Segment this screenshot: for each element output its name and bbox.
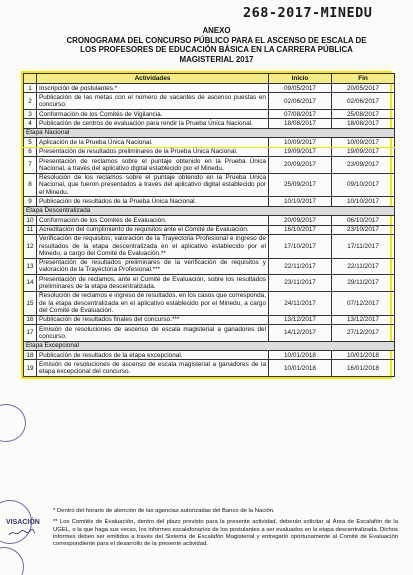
row-end-date: 17/11/2017 (332, 234, 395, 258)
row-start-date: 10/09/2017 (269, 138, 332, 147)
row-start-date: 10/10/2017 (269, 197, 332, 206)
row-number: 12 (24, 234, 37, 258)
row-number: 1 (24, 84, 37, 93)
row-end-date: 20/05/2017 (332, 84, 395, 93)
row-start-date: 02/06/2017 (269, 93, 332, 110)
resolution-code: 268-2017-MINEDU (243, 5, 373, 21)
table-row (24, 156, 395, 173)
footnotes (53, 508, 398, 552)
table-row (24, 258, 395, 275)
section-row (24, 341, 395, 350)
row-activity: Presentación de resultados preliminares de la Prueba Única Nacional. (37, 147, 269, 156)
table-row (24, 275, 395, 292)
annex-label: ANEXO (202, 26, 231, 35)
official-seal-bottom (0, 547, 24, 575)
row-activity: Presentación de reclamos, ante el Comité de Evaluación, sobre los resultados preliminares de la etapa descentralizada. (37, 275, 269, 292)
table-row (24, 147, 395, 156)
row-number: 4 (24, 119, 37, 128)
row-end-date: 23/10/2017 (332, 225, 395, 234)
row-number: 9 (24, 197, 37, 206)
section-row (24, 206, 395, 215)
table-row (24, 173, 395, 197)
table-row (24, 315, 395, 324)
row-activity: Emisión de resoluciones de ascenso de escala magisterial a ganadores del concurso. (37, 325, 269, 342)
signature-scribble (8, 528, 36, 538)
row-end-date: 27/12/2017 (332, 325, 395, 342)
row-end-date: 16/01/2018 (332, 360, 395, 377)
row-activity: Presentación de resultados preliminares de la verificación de requisitos y valoración de la Trayectoria Profesional.*** (37, 258, 269, 275)
row-end-date: 07/12/2017 (332, 291, 395, 315)
title-line-1: CRONOGRAMA DEL CONCURSO PÚBLICO PARA EL ASCENSO DE ESCALA DE (66, 35, 367, 45)
header-end: Fin (332, 74, 395, 84)
row-end-date: 10/01/2018 (332, 351, 395, 360)
row-number: 14 (24, 275, 37, 292)
row-activity: Aplicación de la Prueba Única Nacional. (37, 138, 269, 147)
table-row (24, 234, 395, 258)
row-start-date: 25/09/2017 (269, 173, 332, 197)
section-title: Etapa Descentralizada (24, 206, 395, 215)
title-line-3: MAGISTERIAL 2017 (179, 54, 254, 64)
table-row (24, 216, 395, 225)
table-header-row (24, 74, 395, 84)
schedule-table (23, 73, 395, 377)
row-activity: Publicación de resultados de la etapa excepcional. (37, 351, 269, 360)
row-start-date: 14/12/2017 (269, 325, 332, 342)
row-start-date: 10/01/2018 (269, 360, 332, 377)
header-activities: Actividades (37, 74, 269, 84)
row-end-date: 18/08/2017 (332, 119, 395, 128)
row-number: 10 (24, 216, 37, 225)
footnote-1: * Dentro del horario de atención de las agencias autorizadas del Banco de la Nación. (53, 508, 275, 514)
row-activity: Publicación de resultados finales del concurso.*** (37, 315, 269, 324)
row-start-date: 20/09/2017 (269, 156, 332, 173)
footnote-2: ** Los Comités de Evaluación, dentro del plazo previsto para la presente actividad, deberán solicitar al Área de Escalafón de la UGEL, o la que haga sus veces, los informes escalafonarios de los postulantes a ser evaluados en la etapa descentralizada. Dichos informes deben ser emitidos a través del Sistema de Escalafón Magisterial y entregarlo oportunamente al Comité de Evaluación correspondiente para el desarrollo de la presente actividad. (53, 519, 398, 548)
row-activity: Presentación de reclamos sobre el puntaje obtenido en la Prueba Única Nacional, a través del aplicativo digital establecido por el Minedu. (37, 156, 269, 173)
row-number: 7 (24, 156, 37, 173)
row-activity: Publicación de centros de evaluación para rendir la Prueba Única Nacional. (37, 119, 269, 128)
header-start: Inicio (269, 74, 332, 84)
row-end-date: 13/12/2017 (332, 315, 395, 324)
row-number: 19 (24, 360, 37, 377)
row-number: 13 (24, 258, 37, 275)
section-title: Etapa Excepcional (24, 341, 395, 350)
schedule-table-wrapper (21, 71, 392, 379)
row-end-date: 10/10/2017 (332, 197, 395, 206)
row-number: 17 (24, 325, 37, 342)
row-number: 11 (24, 225, 37, 234)
row-number: 5 (24, 138, 37, 147)
row-number: 8 (24, 173, 37, 197)
table-row (24, 119, 395, 128)
table-row (24, 197, 395, 206)
title-line-2: LOS PROFESORES DE EDUCACIÓN BÁSICA EN LA CARRERA PÚBLICA (80, 45, 353, 55)
table-row (24, 93, 395, 110)
row-number: 18 (24, 351, 37, 360)
row-end-date: 22/11/2017 (332, 258, 395, 275)
row-end-date: 10/09/2017 (332, 138, 395, 147)
row-number: 3 (24, 109, 37, 118)
row-start-date: 17/10/2017 (269, 234, 332, 258)
row-start-date: 09/05/2017 (269, 84, 332, 93)
row-activity: Publicación de resultados de la Prueba Única Nacional. (37, 197, 269, 206)
row-end-date: 29/11/2017 (332, 275, 395, 292)
row-end-date: 19/09/2017 (332, 147, 395, 156)
row-activity: Emisión de resoluciones de ascenso de escala magisterial a ganadores de la etapa excepcional del concurso. (37, 360, 269, 377)
section-row (24, 128, 395, 137)
row-start-date: 20/09/2017 (269, 216, 332, 225)
row-number: 2 (24, 93, 37, 110)
row-end-date: 25/08/2017 (332, 109, 395, 118)
row-end-date: 02/06/2017 (332, 93, 395, 110)
header-number (24, 74, 37, 84)
official-seal (0, 404, 26, 442)
row-end-date: 09/10/2017 (332, 173, 395, 197)
row-start-date: 16/10/2017 (269, 225, 332, 234)
schedule-body (24, 84, 395, 377)
table-row (24, 325, 395, 342)
row-activity: Acreditación del cumplimiento de requisitos ante el Comité de Evaluación. (37, 225, 269, 234)
row-start-date: 23/11/2017 (269, 275, 332, 292)
row-activity: Resolución de reclamos e ingreso de resultados, en los casos que corresponda, de la etapa descentralizada en el aplicativo establecido por el Minedu, a cargo del Comité de Evaluación. (37, 291, 269, 315)
row-end-date: 23/09/2017 (332, 156, 395, 173)
table-row (24, 291, 395, 315)
table-row (24, 138, 395, 147)
row-activity: Verificación de requisitos; valoración de la Trayectoria Profesional e ingreso de resultados de la etapa descentralizada en el aplicativo establecido por el Minedu, a cargo del Comité de Evaluación.** (37, 234, 269, 258)
row-start-date: 10/01/2018 (269, 351, 332, 360)
row-activity: Conformación de los Comités de Vigilancia. (37, 109, 269, 118)
row-activity: Conformación de los Comités de Evaluación. (37, 216, 269, 225)
row-activity: Resolución de los reclamos sobre el puntaje obtenido en la Prueba Única Nacional, que fueron presentados a través del aplicativo digital establecido por el Minedu. (37, 173, 269, 197)
table-row (24, 351, 395, 360)
row-number: 6 (24, 147, 37, 156)
visa-label: VISACIÓN (6, 519, 40, 526)
row-number: 16 (24, 315, 37, 324)
document-header (20, 26, 413, 64)
table-row (24, 225, 395, 234)
row-activity: Publicación de las metas con el número de vacantes de ascenso puestas en concurso. (37, 93, 269, 110)
row-number: 15 (24, 291, 37, 315)
row-start-date: 22/11/2017 (269, 258, 332, 275)
row-activity: Inscripción de postulantes.* (37, 84, 269, 93)
row-start-date: 19/09/2017 (269, 147, 332, 156)
row-start-date: 13/12/2017 (269, 315, 332, 324)
row-start-date: 18/08/2017 (269, 119, 332, 128)
row-start-date: 24/11/2017 (269, 291, 332, 315)
table-row (24, 109, 395, 118)
row-start-date: 07/08/2017 (269, 109, 332, 118)
section-title: Etapa Nacional (24, 128, 395, 137)
row-end-date: 06/10/2017 (332, 216, 395, 225)
table-row (24, 360, 395, 377)
table-row (24, 84, 395, 93)
